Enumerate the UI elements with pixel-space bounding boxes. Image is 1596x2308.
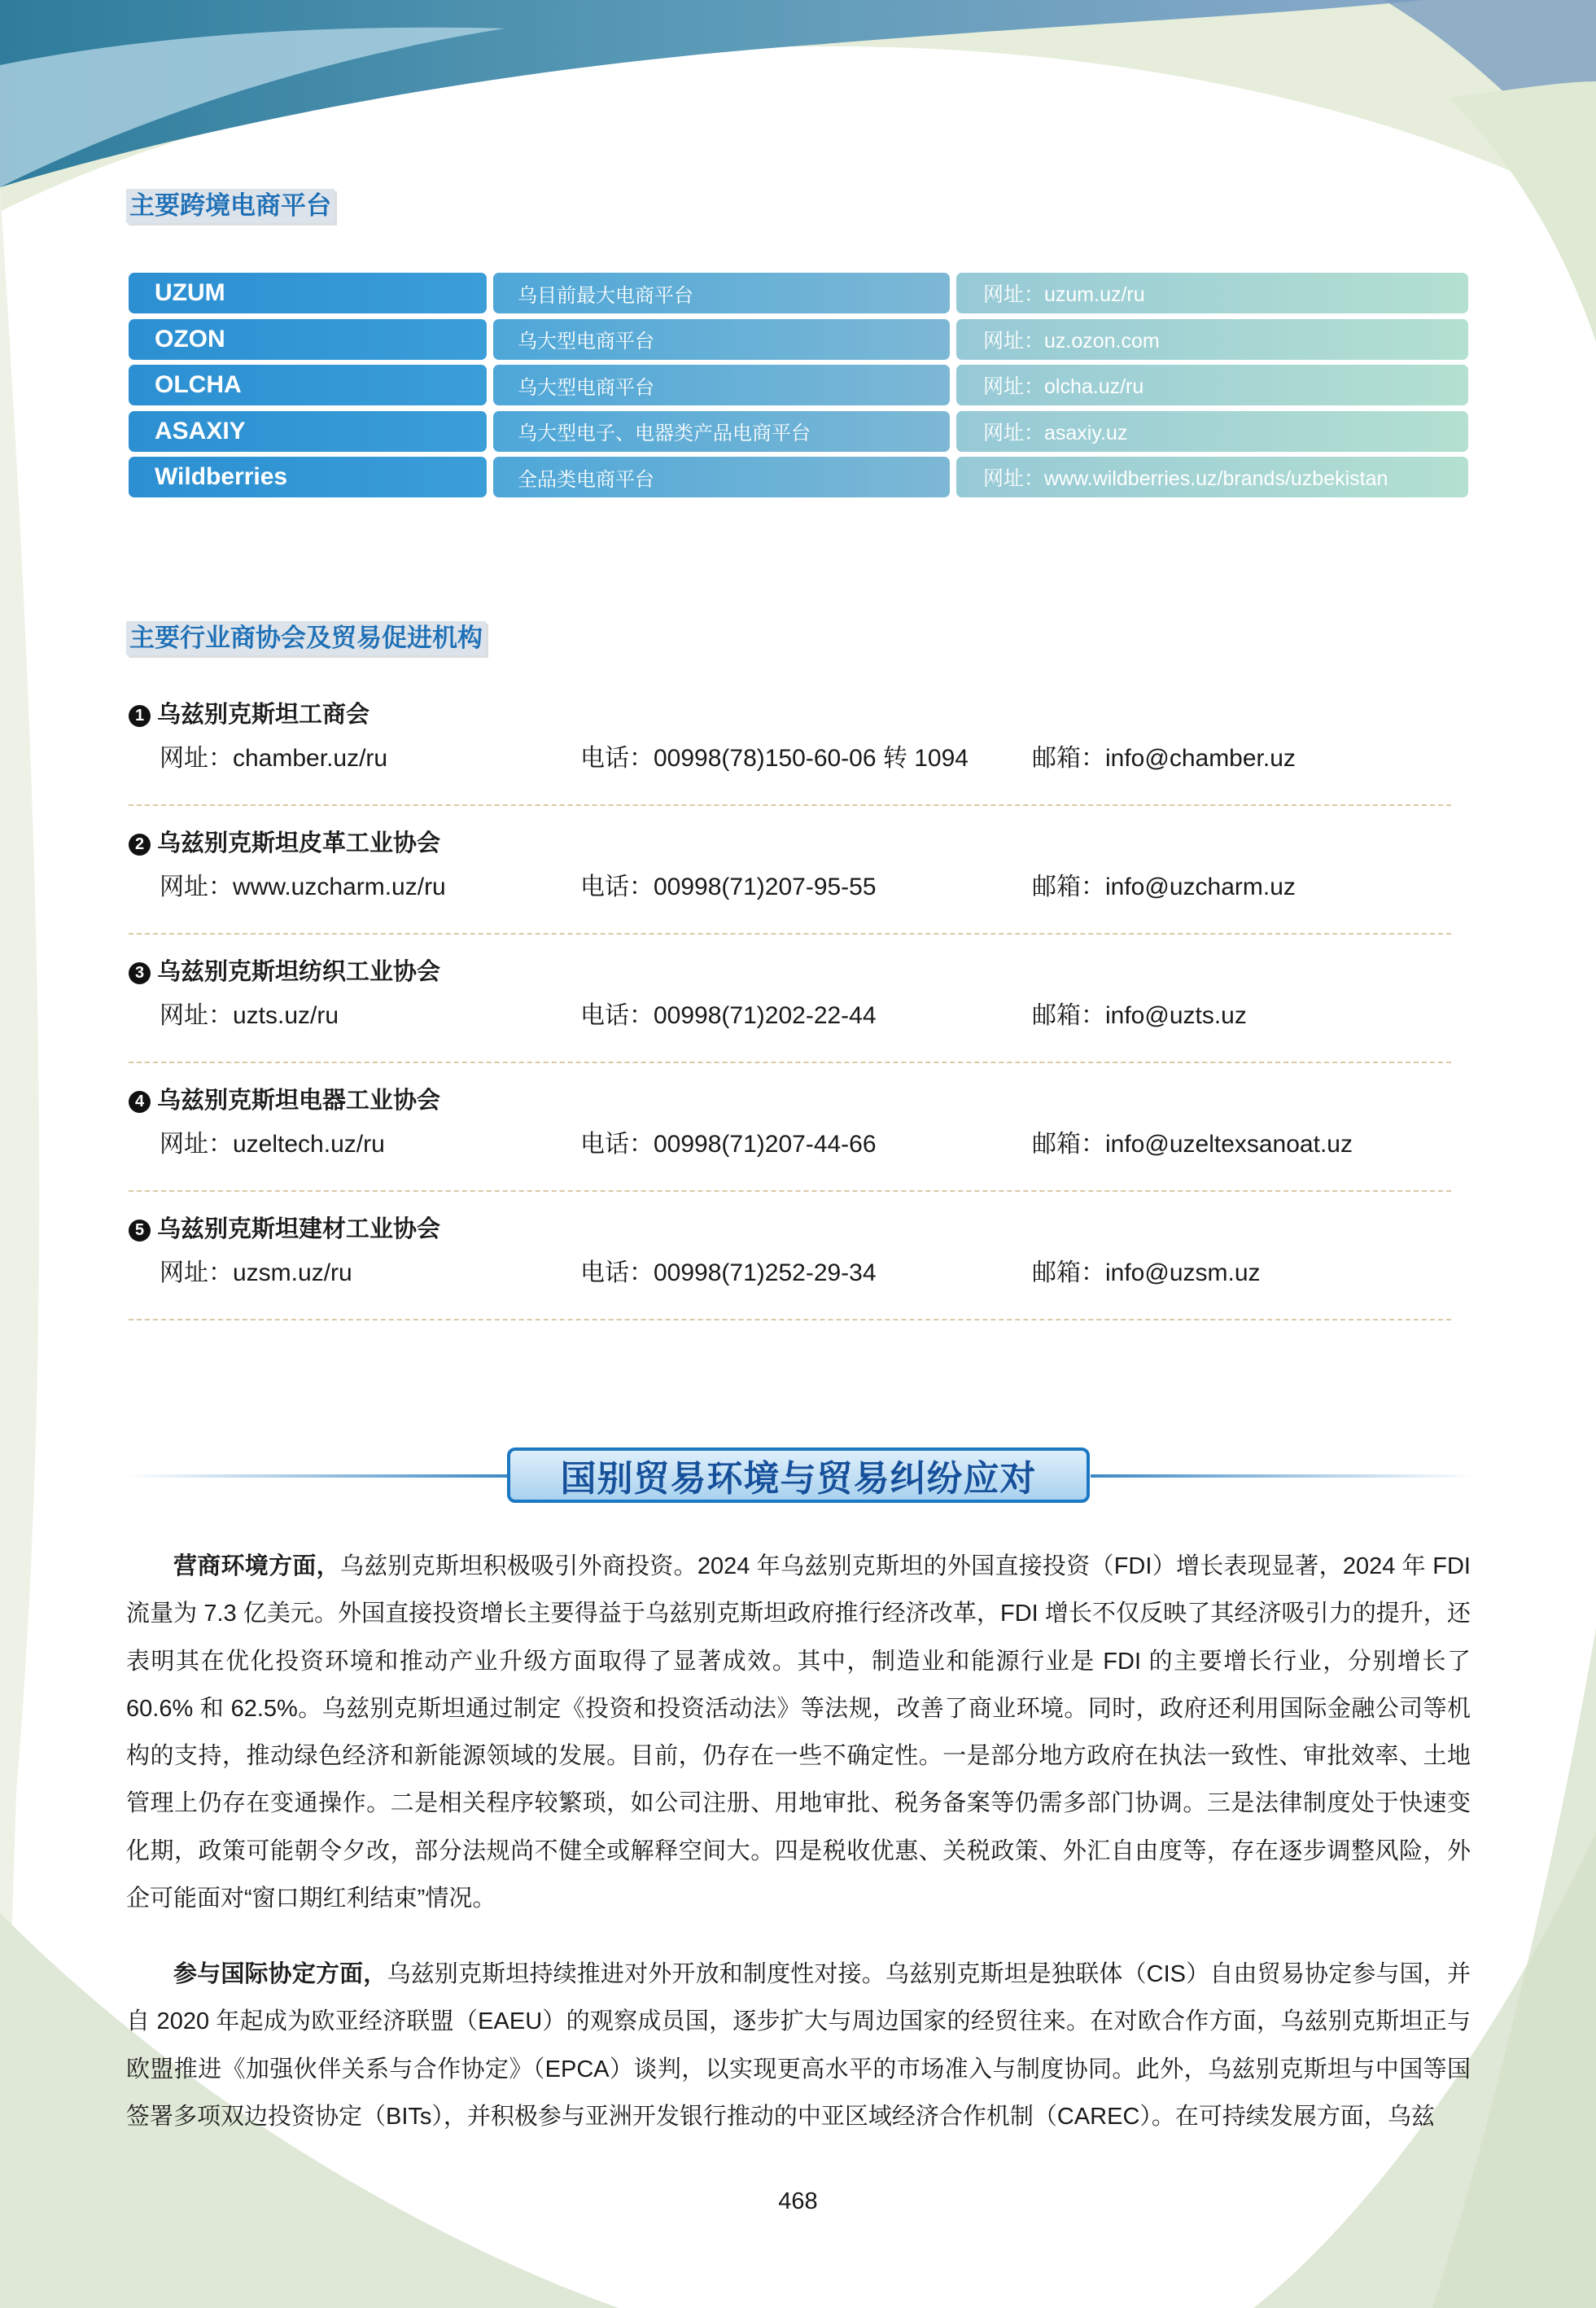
platform-name: Wildberries — [129, 457, 487, 497]
platform-table — [129, 273, 1468, 503]
table-row — [129, 319, 1468, 360]
association-website[interactable]: 网址：chamber.uz/ru — [160, 745, 388, 772]
paragraph-lead: 参与国际协定方面， — [173, 1961, 387, 1987]
platform-description: 乌大型电子、电器类产品电商平台 — [493, 411, 950, 452]
platform-url[interactable]: 网址：uzum.uz/ru — [956, 273, 1468, 313]
number-badge: 2 — [129, 834, 151, 856]
association-name: 乌兹别克斯坦建材工业协会 — [157, 1216, 441, 1242]
section-heading-ecommerce: 主要跨境电商平台 — [126, 189, 335, 223]
association-phone: 电话：00998(71)252-29-34 — [580, 1259, 877, 1286]
number-badge: 5 — [129, 1220, 151, 1242]
number-badge: 4 — [129, 1091, 151, 1113]
paragraph-lead: 营商环境方面， — [173, 1553, 340, 1579]
association-email[interactable]: 邮箱：info@uzts.uz — [1032, 1002, 1247, 1029]
platform-name: UZUM — [129, 273, 487, 313]
association-entry — [129, 1213, 1451, 1342]
platform-url[interactable]: 网址：uz.ozon.com — [956, 319, 1468, 360]
paragraph-text: 乌兹别克斯坦持续推进对外开放和制度性对接。乌兹别克斯坦是独联体（CIS）自由贸易协定参与国，并自 2020 年起成为欧亚经济联盟（EAEU）的观察成员国，逐步扩大与周边国家的经贸往来。在对欧合作方面，乌兹别克斯坦正与欧盟推进《加强伙伴关系与合作协定》（EPCA）谈判，以实现更高水平的市场准入与制度协同。此外，乌兹别克斯坦与中国等国签署多项双边投资协定（BITs），并积极参与亚洲开发银行推动的中亚区域经济合作机制（CAREC）。在可持续发展方面，乌兹 — [126, 1961, 1471, 2130]
association-name: 乌兹别克斯坦工商会 — [157, 702, 370, 728]
association-entry — [129, 699, 1451, 827]
association-email[interactable]: 邮箱：info@uzsm.uz — [1032, 1259, 1261, 1286]
platform-name: ASAXIY — [129, 411, 487, 452]
association-phone: 电话：00998(78)150-60-06 转 1094 — [580, 745, 969, 772]
association-email[interactable]: 邮箱：info@uzcharm.uz — [1032, 874, 1296, 900]
paragraph-text: 乌兹别克斯坦积极吸引外商投资。2024 年乌兹别克斯坦的外国直接投资（FDI）增长表现显著，2024 年 FDI 流量为 7.3 亿美元。外国直接投资增长主要得益于乌兹别克斯坦政府推行经济改革，FDI 增长不仅反映了其经济吸引力的提升，还表明其在优化投资环境和推动产业升级方面取得了显著成效。其中，制造业和能源行业是 FDI 的主要增长行业，分别增长了 60.6% 和 62.5%。乌兹别克斯坦通过制定《投资和投资活动法》等法规，改善了商业环境。同时，政府还利用国际金融公司等机构的支持，推动绿色经济和新能源领域的发展。目前，仍存在一些不确定性。一是部分地方政府在执法一致性、审批效率、土地管理上仍存在变通操作。二是相关程序较繁琐，如公司注册、用地审批、税务备案等仍需多部门协调。三是法律制度处于快速变化期，政策可能朝令夕改，部分法规尚不健全或解释空间大。四是税收优惠、关税政策、外汇自由度等，存在逐步调整风险，外企可能面对“窗口期红利结束”情况。 — [126, 1553, 1471, 1912]
page-number: 468 — [778, 2188, 818, 2214]
platform-description: 乌大型电商平台 — [493, 319, 950, 360]
platform-url[interactable]: 网址：asaxiy.uz — [956, 411, 1468, 452]
dashed-divider — [129, 933, 1451, 935]
number-badge: 1 — [129, 705, 151, 727]
dashed-divider — [129, 1190, 1451, 1192]
association-email[interactable]: 邮箱：info@chamber.uz — [1032, 745, 1296, 772]
banner-rule-left — [126, 1474, 509, 1478]
association-email[interactable]: 邮箱：info@uzeltexsanoat.uz — [1032, 1131, 1353, 1158]
paragraph-business-environment — [126, 1543, 1471, 1922]
table-row — [129, 365, 1468, 405]
platform-url[interactable]: 网址：www.wildberries.uz/brands/uzbekistan — [956, 457, 1468, 497]
association-name: 乌兹别克斯坦纺织工业协会 — [157, 959, 441, 985]
number-badge: 3 — [129, 962, 151, 984]
association-website[interactable]: 网址：uzts.uz/ru — [160, 1002, 339, 1029]
section-banner-title: 国别贸易环境与贸易纠纷应对 — [507, 1447, 1090, 1503]
association-phone: 电话：00998(71)207-44-66 — [580, 1131, 877, 1158]
association-entry — [129, 956, 1451, 1084]
table-row — [129, 273, 1468, 313]
association-phone: 电话：00998(71)207-95-55 — [580, 874, 877, 900]
association-website[interactable]: 网址：uzeltech.uz/ru — [160, 1131, 385, 1158]
dashed-divider — [129, 1062, 1451, 1063]
banner-rule-right — [1091, 1474, 1475, 1478]
table-row — [129, 411, 1468, 452]
platform-description: 乌大型电商平台 — [493, 365, 950, 405]
association-name: 乌兹别克斯坦电器工业协会 — [157, 1088, 441, 1114]
association-entry — [129, 1084, 1451, 1213]
platform-description: 乌目前最大电商平台 — [493, 273, 950, 313]
association-name: 乌兹别克斯坦皮革工业协会 — [157, 830, 441, 856]
dashed-divider — [129, 804, 1451, 806]
paragraph-international-agreements — [126, 1951, 1471, 2140]
platform-description: 全品类电商平台 — [493, 457, 950, 497]
platform-name: OLCHA — [129, 365, 487, 405]
association-website[interactable]: 网址：uzsm.uz/ru — [160, 1259, 352, 1286]
platform-name: OZON — [129, 319, 487, 360]
association-website[interactable]: 网址：www.uzcharm.uz/ru — [160, 874, 446, 900]
table-row — [129, 457, 1468, 497]
section-heading-associations: 主要行业商协会及贸易促进机构 — [126, 621, 486, 655]
association-phone: 电话：00998(71)202-22-44 — [580, 1002, 877, 1029]
platform-url[interactable]: 网址：olcha.uz/ru — [956, 365, 1468, 405]
dashed-divider — [129, 1319, 1451, 1320]
association-entry — [129, 827, 1451, 956]
